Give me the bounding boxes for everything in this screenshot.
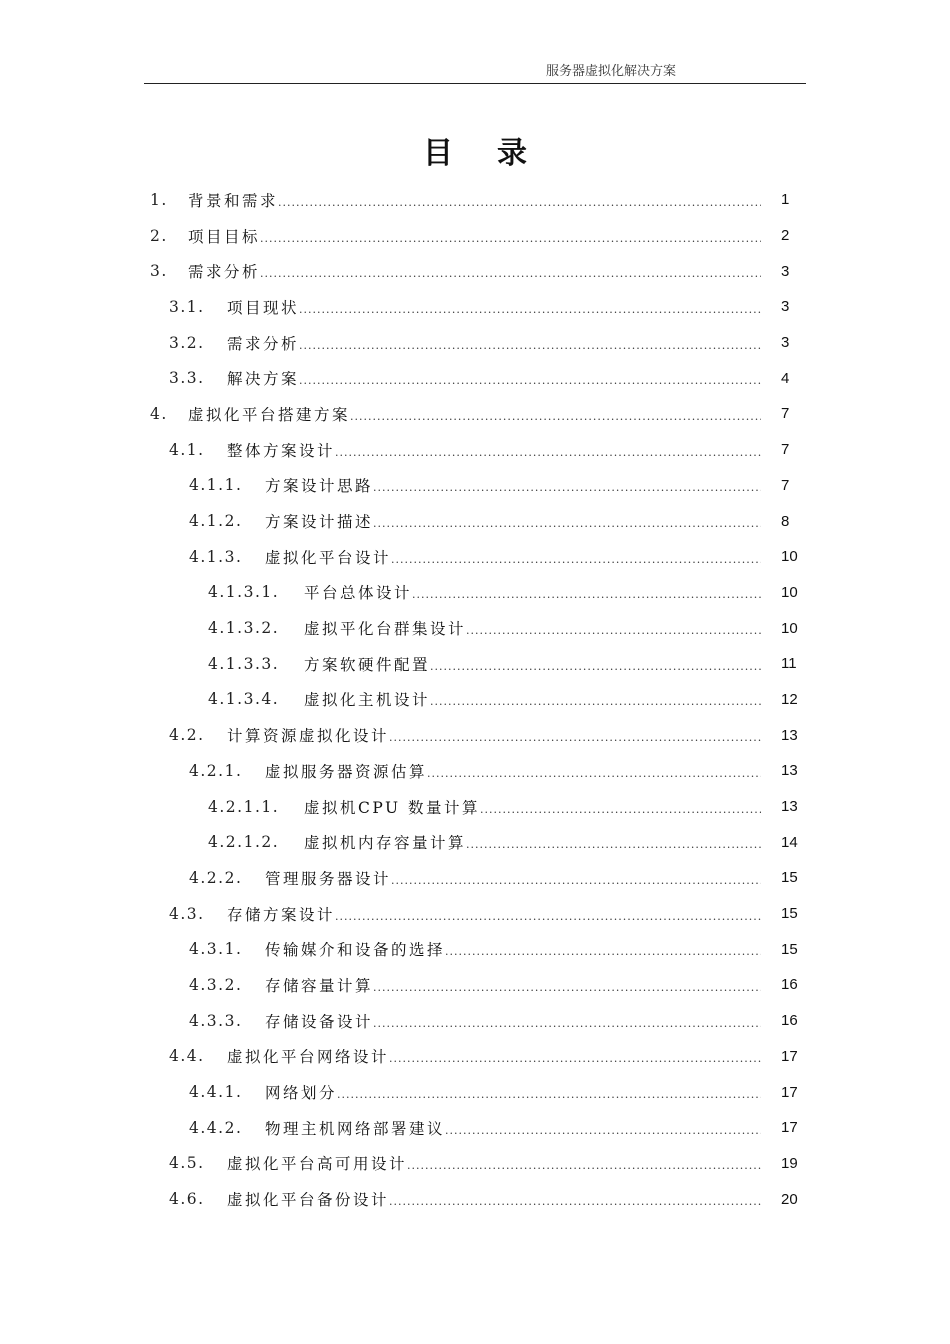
toc-entry[interactable] bbox=[0, 360, 950, 396]
toc-entry-line bbox=[227, 1045, 761, 1067]
toc-entry[interactable] bbox=[0, 646, 950, 682]
dot-leader bbox=[373, 517, 761, 530]
toc-entry-title: 虚拟化平台备份设计 bbox=[227, 1191, 390, 1210]
toc-entry[interactable] bbox=[0, 432, 950, 468]
toc-entry-line bbox=[227, 724, 761, 746]
toc-entry[interactable] bbox=[0, 789, 950, 825]
toc-entry-page: 15 bbox=[781, 905, 798, 923]
toc-entry-number: 1. bbox=[150, 190, 168, 209]
toc-entry[interactable] bbox=[0, 539, 950, 575]
toc-entry-title: 虚拟化平台网络设计 bbox=[227, 1048, 390, 1067]
toc-entry-title: 方案设计思路 bbox=[265, 477, 374, 496]
toc-entry-line bbox=[227, 903, 761, 925]
toc-entry-page: 12 bbox=[781, 690, 798, 708]
toc-entry-page: 2 bbox=[781, 227, 790, 245]
dot-leader bbox=[278, 196, 761, 209]
toc-entry-number: 4.1.3.4. bbox=[208, 690, 280, 709]
dot-leader bbox=[335, 910, 761, 923]
toc-entry[interactable] bbox=[0, 931, 950, 967]
toc-entry[interactable] bbox=[0, 896, 950, 932]
dot-leader bbox=[407, 1159, 761, 1172]
toc-entry-number: 4.4. bbox=[169, 1047, 205, 1066]
toc-entry-page: 15 bbox=[781, 940, 798, 958]
toc-entry-page: 7 bbox=[781, 441, 790, 459]
toc-entry[interactable] bbox=[0, 1003, 950, 1039]
toc-entry-line bbox=[265, 1010, 761, 1032]
toc-entry-line bbox=[227, 1188, 761, 1210]
dot-leader bbox=[427, 767, 761, 780]
toc-entry-title: 传输媒介和设备的选择 bbox=[265, 941, 446, 960]
toc-entry-title: 虚拟化主机设计 bbox=[304, 691, 431, 710]
toc-entry-number: 4.2.1.2. bbox=[208, 833, 280, 852]
toc-entry-title: 虚拟机内存容量计算 bbox=[304, 834, 467, 853]
toc-entry-line bbox=[265, 760, 761, 782]
toc-entry-page: 16 bbox=[781, 976, 798, 994]
toc-entry-title: 存储设备设计 bbox=[265, 1012, 374, 1031]
toc-entry[interactable] bbox=[0, 753, 950, 789]
toc-entry[interactable] bbox=[0, 218, 950, 254]
toc-entry-page: 8 bbox=[781, 512, 790, 530]
running-header: 服务器虚拟化解决方案 bbox=[545, 64, 676, 79]
dot-leader bbox=[299, 374, 761, 387]
toc-entry[interactable] bbox=[0, 468, 950, 504]
dot-leader bbox=[430, 660, 761, 673]
toc-entry-page: 10 bbox=[781, 583, 798, 601]
toc-entry-page: 19 bbox=[781, 1154, 798, 1172]
dot-leader bbox=[389, 731, 761, 744]
toc-entry-number: 2. bbox=[150, 226, 168, 245]
toc-entry-line bbox=[188, 225, 761, 247]
toc-entry-page: 10 bbox=[781, 548, 798, 566]
toc-entry-number: 3.3. bbox=[169, 369, 205, 388]
toc-entry-page: 17 bbox=[781, 1083, 798, 1101]
toc-entry-number: 3. bbox=[150, 262, 168, 281]
toc-entry-title: 存储方案设计 bbox=[227, 905, 336, 924]
dot-leader bbox=[480, 803, 761, 816]
toc-entry[interactable] bbox=[0, 575, 950, 611]
toc-entry-number: 4.2.1.1. bbox=[208, 797, 280, 816]
toc-entry-title: 管理服务器设计 bbox=[265, 869, 392, 888]
toc-entry-number: 4.3. bbox=[169, 904, 205, 923]
dot-leader bbox=[466, 624, 761, 637]
toc-entry-line bbox=[188, 260, 761, 282]
toc-entry-title: 需求分析 bbox=[188, 263, 261, 282]
dot-leader bbox=[260, 267, 761, 280]
toc-entry-line bbox=[188, 403, 761, 425]
toc-entry-line bbox=[265, 938, 761, 960]
toc-entry[interactable] bbox=[0, 253, 950, 289]
toc-entry-page: 17 bbox=[781, 1119, 798, 1137]
toc-entry-page: 4 bbox=[781, 369, 790, 387]
dot-leader bbox=[445, 1124, 761, 1137]
toc-entry-number: 4.1.3.1. bbox=[208, 583, 280, 602]
dot-leader bbox=[445, 945, 761, 958]
toc-entry-number: 3.1. bbox=[169, 297, 205, 316]
toc-list bbox=[0, 182, 950, 1217]
toc-entry-page: 1 bbox=[781, 191, 790, 209]
dot-leader bbox=[412, 588, 761, 601]
toc-entry-number: 4.3.1. bbox=[189, 940, 243, 959]
dot-leader bbox=[373, 1017, 761, 1030]
dot-leader bbox=[389, 1195, 761, 1208]
toc-entry[interactable] bbox=[0, 967, 950, 1003]
toc-entry[interactable] bbox=[0, 1146, 950, 1182]
toc-entry[interactable] bbox=[0, 325, 950, 361]
toc-entry[interactable] bbox=[0, 1110, 950, 1146]
toc-entry-title: 存储容量计算 bbox=[265, 976, 374, 995]
toc-entry-page: 17 bbox=[781, 1047, 798, 1065]
toc-entry-line bbox=[304, 653, 761, 675]
toc-entry-number: 4.1. bbox=[169, 440, 205, 459]
toc-entry-line bbox=[304, 617, 761, 639]
toc-entry-line bbox=[227, 367, 761, 389]
dot-leader bbox=[260, 232, 761, 245]
toc-entry-line bbox=[265, 867, 761, 889]
toc-entry-number: 4.3.3. bbox=[189, 1011, 243, 1030]
toc-entry-number: 4. bbox=[150, 404, 168, 423]
toc-entry-title: 解决方案 bbox=[227, 370, 300, 389]
toc-entry-line bbox=[304, 688, 761, 710]
toc-entry-title: 方案设计描述 bbox=[265, 513, 374, 532]
toc-title: 目录 bbox=[423, 136, 571, 171]
dot-leader bbox=[299, 339, 761, 352]
toc-entry-title: 计算资源虚拟化设计 bbox=[227, 727, 390, 746]
toc-entry[interactable] bbox=[0, 182, 950, 218]
toc-entry[interactable] bbox=[0, 824, 950, 860]
toc-entry-number: 4.1.3.3. bbox=[208, 654, 280, 673]
toc-entry-line bbox=[227, 296, 761, 318]
toc-entry-page: 20 bbox=[781, 1190, 798, 1208]
toc-entry-number: 4.4.2. bbox=[189, 1118, 243, 1137]
toc-entry-number: 4.1.3.2. bbox=[208, 619, 280, 638]
toc-entry[interactable] bbox=[0, 860, 950, 896]
toc-entry-line bbox=[227, 332, 761, 354]
toc-entry-title: 需求分析 bbox=[227, 334, 300, 353]
toc-entry-line bbox=[304, 831, 761, 853]
toc-entry[interactable] bbox=[0, 503, 950, 539]
toc-entry-title: 虚拟化平台搭建方案 bbox=[188, 405, 351, 424]
toc-entry-number: 4.6. bbox=[169, 1190, 205, 1209]
toc-entry-title: 虚拟化平台高可用设计 bbox=[227, 1155, 408, 1174]
toc-entry-line bbox=[265, 974, 761, 996]
toc-entry-page: 3 bbox=[781, 334, 790, 352]
toc-entry[interactable] bbox=[0, 610, 950, 646]
toc-entry-number: 4.2.1. bbox=[189, 761, 243, 780]
toc-entry-title: 网络划分 bbox=[265, 1084, 338, 1103]
dot-leader bbox=[430, 695, 761, 708]
toc-entry-line bbox=[265, 1117, 761, 1139]
dot-leader bbox=[466, 838, 761, 851]
toc-entry-page: 3 bbox=[781, 262, 790, 280]
toc-entry-title: 项目现状 bbox=[227, 298, 300, 317]
toc-entry-number: 4.1.1. bbox=[189, 476, 243, 495]
toc-entry-title: 方案软硬件配置 bbox=[304, 655, 431, 674]
toc-entry[interactable] bbox=[0, 1181, 950, 1217]
toc-entry-number: 4.4.1. bbox=[189, 1083, 243, 1102]
toc-entry-line bbox=[304, 796, 761, 818]
toc-entry-line bbox=[227, 1152, 761, 1174]
toc-entry-page: 10 bbox=[781, 619, 798, 637]
dot-leader bbox=[391, 874, 761, 887]
toc-entry-number: 4.2.2. bbox=[189, 868, 243, 887]
toc-entry-line bbox=[265, 510, 761, 532]
dot-leader bbox=[391, 553, 761, 566]
toc-entry[interactable] bbox=[0, 289, 950, 325]
toc-entry[interactable] bbox=[0, 1074, 950, 1110]
toc-entry-title: 虚拟平化台群集设计 bbox=[304, 620, 467, 639]
toc-entry-page: 13 bbox=[781, 762, 798, 780]
dot-leader bbox=[337, 1088, 761, 1101]
toc-entry-page: 11 bbox=[781, 655, 797, 673]
toc-entry-number: 4.3.2. bbox=[189, 975, 243, 994]
toc-entry-line bbox=[188, 189, 761, 211]
toc-entry-title: 虚拟服务器资源估算 bbox=[265, 762, 428, 781]
toc-entry-title: 项目目标 bbox=[188, 227, 261, 246]
toc-entry-page: 3 bbox=[781, 298, 790, 316]
toc-entry-title: 整体方案设计 bbox=[227, 441, 336, 460]
toc-entry-number: 4.2. bbox=[169, 726, 205, 745]
dot-leader bbox=[299, 303, 761, 316]
toc-entry-page: 7 bbox=[781, 405, 790, 423]
toc-entry[interactable] bbox=[0, 682, 950, 718]
toc-entry-page: 15 bbox=[781, 869, 798, 887]
dot-leader bbox=[350, 410, 761, 423]
toc-entry-number: 4.1.2. bbox=[189, 512, 243, 531]
toc-entry-title: 背景和需求 bbox=[188, 191, 279, 210]
toc-entry-page: 16 bbox=[781, 1012, 798, 1030]
toc-entry-page: 13 bbox=[781, 726, 798, 744]
header-rule bbox=[144, 83, 806, 84]
toc-entry-line bbox=[265, 474, 761, 496]
toc-entry-line bbox=[304, 581, 761, 603]
toc-entry-title: 平台总体设计 bbox=[304, 584, 413, 603]
toc-entry-number: 4.5. bbox=[169, 1154, 205, 1173]
toc-entry-title: 虚拟机CPU 数量计算 bbox=[304, 798, 481, 817]
dot-leader bbox=[373, 981, 761, 994]
dot-leader bbox=[389, 1052, 761, 1065]
toc-entry-number: 3.2. bbox=[169, 333, 205, 352]
toc-entry-line bbox=[265, 546, 761, 568]
dot-leader bbox=[335, 446, 761, 459]
toc-entry[interactable] bbox=[0, 717, 950, 753]
toc-entry-line bbox=[227, 439, 761, 461]
toc-entry-title: 物理主机网络部署建议 bbox=[265, 1119, 446, 1138]
toc-entry-page: 13 bbox=[781, 798, 798, 816]
toc-entry-page: 7 bbox=[781, 476, 790, 494]
toc-entry-page: 14 bbox=[781, 833, 798, 851]
toc-entry-number: 4.1.3. bbox=[189, 547, 243, 566]
toc-entry[interactable] bbox=[0, 1039, 950, 1075]
toc-entry-title: 虚拟化平台设计 bbox=[265, 548, 392, 567]
toc-entry[interactable] bbox=[0, 396, 950, 432]
toc-entry-line bbox=[265, 1081, 761, 1103]
dot-leader bbox=[373, 481, 761, 494]
